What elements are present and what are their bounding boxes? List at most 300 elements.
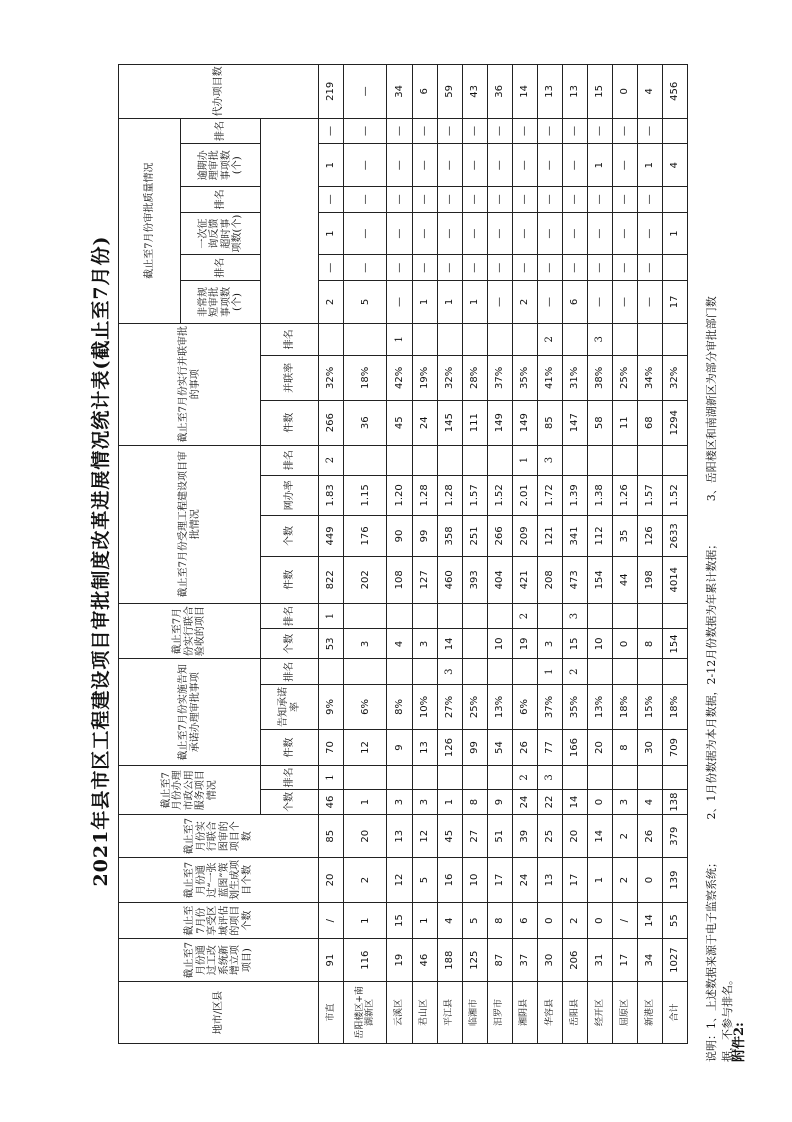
cell-q1: 2 — [319, 281, 344, 324]
cell-nt-n: 166 — [562, 729, 587, 765]
cell-nt-r: 3 — [437, 659, 462, 685]
cell-q3: — — [387, 144, 412, 187]
cell-q2-r: — — [412, 187, 437, 213]
cell-agent: 456 — [662, 65, 687, 119]
cell-q2-r: — — [637, 187, 662, 213]
cell-c2: / — [319, 902, 344, 938]
cell-q1-r: — — [462, 255, 487, 281]
cell-c2: / — [612, 902, 637, 938]
cell-m-n: 9 — [487, 789, 512, 815]
cell-ja-r: 2 — [512, 603, 537, 629]
cell-pl-rate: 32% — [319, 355, 344, 400]
cell-q3: — — [562, 144, 587, 187]
header-quality: 截止至7月份审批质量情况 — [119, 118, 181, 323]
cell-q1-r: — — [612, 255, 637, 281]
cell-q3: — — [462, 144, 487, 187]
cell-c3: 2 — [612, 858, 637, 903]
cell-nt-rate: 9% — [319, 685, 344, 730]
cell-m-r — [662, 766, 687, 790]
cell-ac-rate: 1.57 — [637, 475, 662, 516]
header-region: 地市/区县 — [119, 982, 319, 1044]
cell-q3-r: — — [512, 118, 537, 144]
cell-q3-r — [662, 118, 687, 144]
cell-ac-p: 404 — [487, 556, 512, 603]
cell-pl-r — [319, 323, 344, 355]
table-row — [387, 65, 412, 1044]
table-row — [537, 65, 562, 1044]
header-parallel-rank: 排名 — [261, 323, 319, 355]
cell-ja-r — [412, 603, 437, 629]
cell-ac-n: 2633 — [662, 516, 687, 557]
cell-c4: 45 — [437, 815, 462, 858]
cell-ac-p: 393 — [462, 556, 487, 603]
cell-m-r — [344, 766, 387, 790]
cell-c1: 31 — [587, 939, 612, 982]
header-q2-rank: 排名 — [181, 187, 261, 213]
header-q3-rank: 排名 — [181, 118, 261, 144]
cell-c2: 1 — [412, 902, 437, 938]
cell-nt-r — [387, 659, 412, 685]
cell-q3-r: — — [344, 118, 387, 144]
cell-c2: 5 — [462, 902, 487, 938]
cell-ac-n: 121 — [537, 516, 562, 557]
cell-q2: — — [437, 212, 462, 255]
cell-c2: 8 — [487, 902, 512, 938]
cell-q2: — — [612, 212, 637, 255]
cell-ac-rate: 1.28 — [437, 475, 462, 516]
cell-ja-n: 10 — [487, 629, 512, 659]
cell-q1: — — [637, 281, 662, 324]
cell-c4: 26 — [637, 815, 662, 858]
table-row — [587, 65, 612, 1044]
table-row — [662, 65, 687, 1044]
cell-ac-r — [387, 445, 412, 475]
table-row — [319, 65, 344, 1044]
cell-ac-p: 127 — [412, 556, 437, 603]
cell-name: 临湘市 — [462, 982, 487, 1044]
cell-q3-r: — — [487, 118, 512, 144]
cell-nt-rate: 25% — [462, 685, 487, 730]
cell-c3: 0 — [637, 858, 662, 903]
header-q1: 非常规短审批事项数(个) — [181, 281, 261, 324]
cell-c3: 12 — [387, 858, 412, 903]
cell-ja-n: 0 — [612, 629, 637, 659]
cell-q2: — — [462, 212, 487, 255]
cell-c2: 0 — [537, 902, 562, 938]
cell-pl-r — [612, 323, 637, 355]
table-row — [562, 65, 587, 1044]
cell-nt-n: 70 — [319, 729, 344, 765]
cell-q2: — — [344, 212, 387, 255]
cell-name: 新港区 — [637, 982, 662, 1044]
cell-ac-rate: 2.01 — [512, 475, 537, 516]
cell-m-r — [437, 766, 462, 790]
cell-pl-rate: 32% — [662, 355, 687, 400]
note-2: 2、1月份数据为本月数据，2-12月份数据为年累计数据； — [705, 538, 718, 820]
cell-agent: 13 — [562, 65, 587, 119]
cell-c2: 55 — [662, 902, 687, 938]
cell-c1: 30 — [537, 939, 562, 982]
header-blueprint: 截止至7月份通过“一张蓝图”策划生成项目个数 — [119, 858, 319, 903]
cell-c4: 39 — [512, 815, 537, 858]
cell-name: 市直 — [319, 982, 344, 1044]
page-title: 2021年县市区工程建设项目审批制度改革进展情况统计表(截止至7月份) — [90, 235, 112, 887]
cell-q2-r: — — [537, 187, 562, 213]
cell-q1-r: — — [512, 255, 537, 281]
cell-name: 平江县 — [437, 982, 462, 1044]
cell-pl-rate: 32% — [437, 355, 462, 400]
header-notify-rank: 排名 — [261, 659, 319, 685]
note-3: 3、岳阳楼区和南湖新区为部分审批部门数 — [705, 296, 718, 502]
cell-m-n: 1 — [437, 789, 462, 815]
cell-c3: 10 — [462, 858, 487, 903]
cell-nt-rate: 15% — [637, 685, 662, 730]
cell-q1-r: — — [319, 255, 344, 281]
cell-nt-n: 9 — [387, 729, 412, 765]
cell-nt-rate: 37% — [537, 685, 562, 730]
cell-ac-n: 341 — [562, 516, 587, 557]
cell-agent: 219 — [319, 65, 344, 119]
cell-q2: 1 — [662, 212, 687, 255]
cell-pl-n: 145 — [437, 400, 462, 445]
cell-nt-n: 54 — [487, 729, 512, 765]
table-row — [344, 65, 387, 1044]
cell-q1-r: — — [412, 255, 437, 281]
cell-nt-rate: 18% — [612, 685, 637, 730]
cell-q1: 5 — [344, 281, 387, 324]
cell-ac-r — [587, 445, 612, 475]
cell-q1: 1 — [437, 281, 462, 324]
cell-c3: 5 — [412, 858, 437, 903]
cell-q1: 6 — [562, 281, 587, 324]
cell-m-n: 46 — [319, 789, 344, 815]
cell-ac-rate: 1.38 — [587, 475, 612, 516]
cell-m-r — [487, 766, 512, 790]
table-row — [437, 65, 462, 1044]
cell-ja-r — [612, 603, 637, 629]
cell-ac-p: 198 — [637, 556, 662, 603]
cell-q1-r — [662, 255, 687, 281]
cell-c1: 17 — [612, 939, 637, 982]
header-q2: 一次征询反馈超时事项数(个) — [181, 212, 261, 255]
cell-q2: — — [587, 212, 612, 255]
cell-ac-n: 358 — [437, 516, 462, 557]
table-row — [637, 65, 662, 1044]
cell-m-r — [562, 766, 587, 790]
cell-q1-r: — — [562, 255, 587, 281]
cell-q1: 17 — [662, 281, 687, 324]
cell-ac-p: 154 — [587, 556, 612, 603]
cell-m-n: 3 — [412, 789, 437, 815]
cell-m-r — [387, 766, 412, 790]
cell-ac-n: 209 — [512, 516, 537, 557]
cell-nt-n: 709 — [662, 729, 687, 765]
cell-pl-n: 85 — [537, 400, 562, 445]
header-accepted: 截止至7月份受理工程建设项目审批情况 — [119, 445, 261, 603]
cell-ac-rate: 1.28 — [412, 475, 437, 516]
cell-pl-r — [487, 323, 512, 355]
cell-ja-n: 15 — [562, 629, 587, 659]
cell-nt-r — [487, 659, 512, 685]
cell-ja-r — [637, 603, 662, 629]
header-municipal-rank: 排名 — [261, 766, 319, 790]
cell-m-r — [462, 766, 487, 790]
header-agent: 代办项目数 — [119, 65, 319, 119]
cell-pl-n: 58 — [587, 400, 612, 445]
cell-pl-rate: 41% — [537, 355, 562, 400]
cell-agent: 14 — [512, 65, 537, 119]
cell-q3-r: — — [319, 118, 344, 144]
cell-ja-n: 4 — [387, 629, 412, 659]
header-accepted-rank: 排名 — [261, 445, 319, 475]
cell-c4: 379 — [662, 815, 687, 858]
cell-q1: 2 — [512, 281, 537, 324]
cell-nt-r — [637, 659, 662, 685]
cell-ja-r — [537, 603, 562, 629]
cell-c2: 2 — [562, 902, 587, 938]
cell-agent: 0 — [612, 65, 637, 119]
cell-nt-n: 30 — [637, 729, 662, 765]
cell-m-r — [412, 766, 437, 790]
cell-q2-r: — — [462, 187, 487, 213]
cell-c4: 85 — [319, 815, 344, 858]
cell-q1-r: — — [537, 255, 562, 281]
cell-m-n: 4 — [637, 789, 662, 815]
cell-pl-r — [637, 323, 662, 355]
cell-m-n: 1 — [344, 789, 387, 815]
cell-q3: — — [344, 144, 387, 187]
cell-pl-n: 149 — [512, 400, 537, 445]
cell-ac-rate: 1.57 — [462, 475, 487, 516]
cell-q2-r: — — [487, 187, 512, 213]
cell-nt-rate: 10% — [412, 685, 437, 730]
cell-q2-r — [662, 187, 687, 213]
cell-ac-n: 126 — [637, 516, 662, 557]
header-acceptance-count: 个数 — [261, 629, 319, 659]
cell-ac-rate: 1.83 — [319, 475, 344, 516]
cell-c2: 0 — [587, 902, 612, 938]
cell-c4: 14 — [587, 815, 612, 858]
cell-m-r: 1 — [319, 766, 344, 790]
cell-ac-n: 266 — [487, 516, 512, 557]
cell-m-n: 0 — [587, 789, 612, 815]
cell-agent: 43 — [462, 65, 487, 119]
table-row — [412, 65, 437, 1044]
cell-c2: 15 — [387, 902, 412, 938]
cell-agent: 36 — [487, 65, 512, 119]
cell-ac-p: 473 — [562, 556, 587, 603]
cell-ja-n: 154 — [662, 629, 687, 659]
cell-ja-r: 1 — [319, 603, 344, 629]
cell-ac-rate: 1.26 — [612, 475, 637, 516]
header-q3: 逾期办理审批事项数(个) — [181, 144, 261, 187]
cell-ac-p: 44 — [612, 556, 637, 603]
cell-nt-rate: 6% — [512, 685, 537, 730]
cell-pl-rate: 37% — [487, 355, 512, 400]
cell-ac-p: 108 — [387, 556, 412, 603]
cell-c1: 34 — [637, 939, 662, 982]
cell-c2: 4 — [437, 902, 462, 938]
cell-name: 君山区 — [412, 982, 437, 1044]
cell-agent: 6 — [412, 65, 437, 119]
cell-ja-r — [462, 603, 487, 629]
cell-q2: — — [637, 212, 662, 255]
cell-nt-r — [412, 659, 437, 685]
cell-ac-r: 1 — [512, 445, 537, 475]
cell-q3: 4 — [662, 144, 687, 187]
cell-q3-r: — — [637, 118, 662, 144]
cell-m-r: 2 — [512, 766, 537, 790]
header-municipal-count: 个数 — [261, 789, 319, 815]
cell-pl-n: 266 — [319, 400, 344, 445]
cell-q3-r: — — [437, 118, 462, 144]
cell-c4: 51 — [487, 815, 512, 858]
cell-q3: — — [487, 144, 512, 187]
cell-c3: 2 — [344, 858, 387, 903]
cell-m-n: 3 — [612, 789, 637, 815]
cell-q1: — — [537, 281, 562, 324]
cell-q1: 1 — [462, 281, 487, 324]
cell-pl-rate: 35% — [512, 355, 537, 400]
cell-ja-n: 14 — [437, 629, 462, 659]
cell-ja-r — [587, 603, 612, 629]
cell-nt-n: 126 — [437, 729, 462, 765]
cell-ac-rate: 1.52 — [662, 475, 687, 516]
header-parallel-rate: 并联率 — [261, 355, 319, 400]
cell-nt-r: 2 — [562, 659, 587, 685]
cell-ac-r: 2 — [319, 445, 344, 475]
cell-ja-n: 53 — [319, 629, 344, 659]
cell-ja-n: 3 — [344, 629, 387, 659]
cell-ac-r: 3 — [537, 445, 562, 475]
cell-nt-rate: 8% — [387, 685, 412, 730]
cell-pl-n: 147 — [562, 400, 587, 445]
cell-nt-rate: 27% — [437, 685, 462, 730]
cell-nt-r — [612, 659, 637, 685]
cell-c1: 125 — [462, 939, 487, 982]
cell-ac-n: 251 — [462, 516, 487, 557]
header-parallel-pieces: 件数 — [261, 400, 319, 445]
cell-q2: — — [387, 212, 412, 255]
cell-agent: 15 — [587, 65, 612, 119]
cell-q3: — — [612, 144, 637, 187]
cell-c3: 24 — [512, 858, 537, 903]
attachment-label: 附件2: — [732, 1022, 747, 1062]
cell-q1-r: — — [587, 255, 612, 281]
table-row — [512, 65, 537, 1044]
cell-m-n: 24 — [512, 789, 537, 815]
cell-c3: 17 — [562, 858, 587, 903]
cell-c2: 6 — [512, 902, 537, 938]
cell-m-r — [612, 766, 637, 790]
cell-q3: 1 — [587, 144, 612, 187]
cell-nt-r — [344, 659, 387, 685]
header-municipal-service: 截止至7月份办理市政公用服务项目情况 — [119, 766, 261, 815]
cell-q2-r: — — [587, 187, 612, 213]
cell-q3: 1 — [637, 144, 662, 187]
cell-nt-rate: 13% — [587, 685, 612, 730]
cell-q3: — — [537, 144, 562, 187]
cell-ac-rate: 1.39 — [562, 475, 587, 516]
cell-q1: — — [387, 281, 412, 324]
cell-q3: — — [512, 144, 537, 187]
cell-pl-r: 3 — [587, 323, 612, 355]
cell-q3: — — [412, 144, 437, 187]
header-acceptance-rank: 排名 — [261, 603, 319, 629]
cell-ac-r — [412, 445, 437, 475]
cell-m-r — [637, 766, 662, 790]
header-notify-rate: 告知承诺率 — [261, 685, 319, 730]
cell-q1-r: — — [437, 255, 462, 281]
cell-ac-n: 449 — [319, 516, 344, 557]
cell-ac-r — [637, 445, 662, 475]
cell-ac-r — [662, 445, 687, 475]
cell-q1: — — [587, 281, 612, 324]
cell-c4: 12 — [412, 815, 437, 858]
cell-c1: 91 — [319, 939, 344, 982]
cell-c3: 139 — [662, 858, 687, 903]
cell-q2: — — [537, 212, 562, 255]
cell-ac-rate: 1.15 — [344, 475, 387, 516]
cell-q3-r: — — [387, 118, 412, 144]
cell-ac-rate: 1.20 — [387, 475, 412, 516]
cell-q2: — — [512, 212, 537, 255]
cell-nt-r — [462, 659, 487, 685]
cell-pl-r — [437, 323, 462, 355]
cell-ja-n: 19 — [512, 629, 537, 659]
cell-m-n: 138 — [662, 789, 687, 815]
cell-pl-rate: 28% — [462, 355, 487, 400]
cell-ja-r — [387, 603, 412, 629]
cell-pl-r — [662, 323, 687, 355]
cell-ac-p: 460 — [437, 556, 462, 603]
cell-q1-r: — — [637, 255, 662, 281]
cell-q2: — — [412, 212, 437, 255]
cell-q3-r: — — [587, 118, 612, 144]
cell-c1: 206 — [562, 939, 587, 982]
cell-c1: 1027 — [662, 939, 687, 982]
cell-name: 经开区 — [587, 982, 612, 1044]
header-accepted-count: 个数 — [261, 516, 319, 557]
cell-c4: 20 — [344, 815, 387, 858]
cell-name: 岳阳县 — [562, 982, 587, 1044]
cell-ja-r: 3 — [562, 603, 587, 629]
cell-m-r: 3 — [537, 766, 562, 790]
cell-q1-r: — — [387, 255, 412, 281]
cell-ac-n: 176 — [344, 516, 387, 557]
cell-name: 湘阴县 — [512, 982, 537, 1044]
cell-nt-n: 8 — [612, 729, 637, 765]
cell-q2: — — [562, 212, 587, 255]
cell-ac-n: 99 — [412, 516, 437, 557]
cell-name: 汨罗市 — [487, 982, 512, 1044]
cell-name: 岳阳楼区+南湖新区 — [344, 982, 387, 1044]
header-joint-review: 截止至7月份实行联合图审的项目个数 — [119, 815, 319, 858]
table-row — [487, 65, 512, 1044]
cell-m-n: 8 — [462, 789, 487, 815]
cell-q2-r: — — [319, 187, 344, 213]
cell-q2-r: — — [344, 187, 387, 213]
cell-c3: 17 — [487, 858, 512, 903]
cell-ac-r — [487, 445, 512, 475]
cell-pl-r — [462, 323, 487, 355]
header-net-rate: 网办率 — [261, 475, 319, 516]
cell-c4: 27 — [462, 815, 487, 858]
cell-pl-n: 36 — [344, 400, 387, 445]
table-body — [319, 65, 688, 1044]
cell-pl-r: 2 — [537, 323, 562, 355]
cell-pl-n: 149 — [487, 400, 512, 445]
